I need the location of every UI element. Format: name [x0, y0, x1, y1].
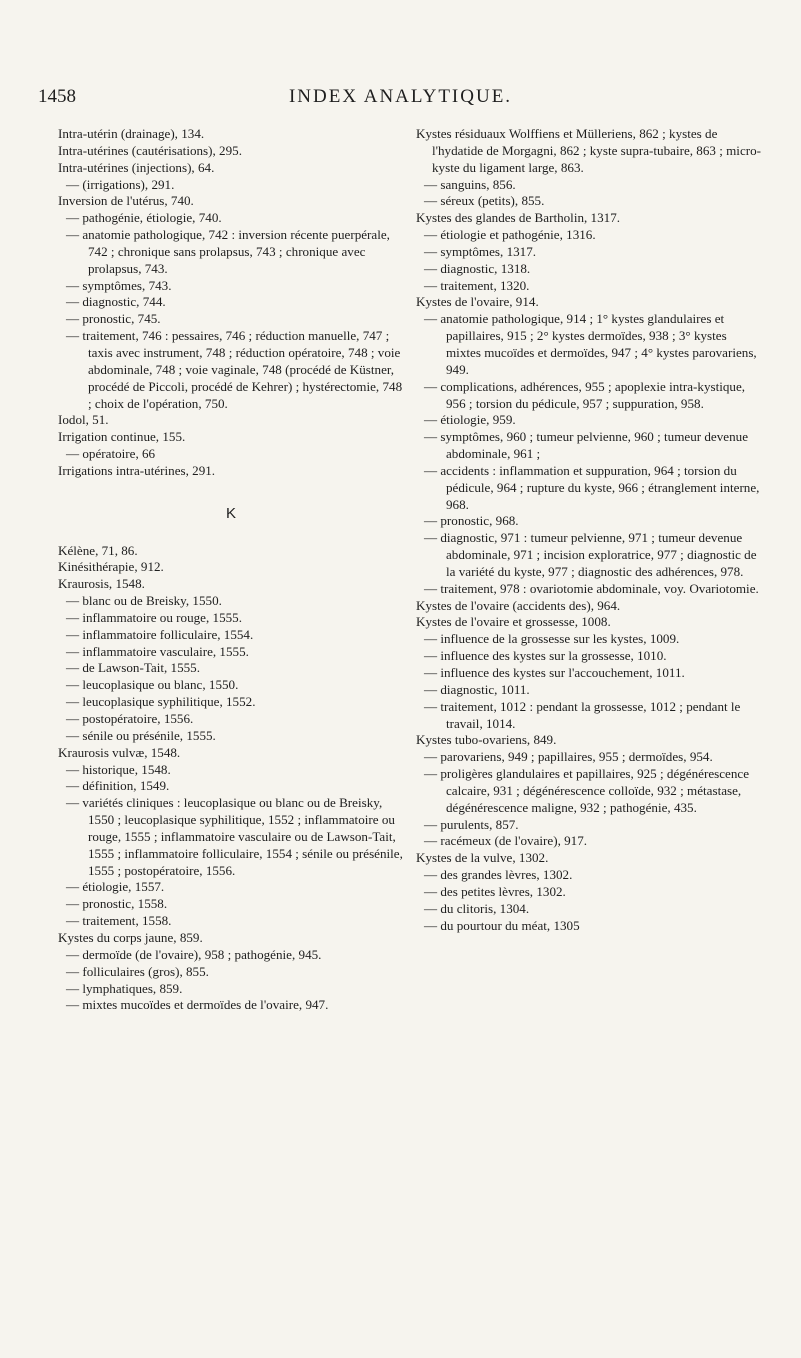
index-entry: Intra-utérin (drainage), 134. [58, 126, 205, 141]
index-subentry: — proligères glandulaires et papillaires, 925 ; dégénérescence calcaire, 931 ; dégénérescence colloïde, 932 ; métastase, dégénérescence maligne, 932 ; pathogénie, 435. [424, 766, 750, 815]
right-column [416, 126, 764, 935]
index-subentry: — influence de la grossesse sur les kystes, 1009. [424, 631, 680, 647]
index-subentry: — mixtes mucoïdes et dermoïdes de l'ovaire, 947. [66, 997, 329, 1013]
index-entry: Kystes du corps jaune, 859. [58, 929, 203, 945]
index-subentry: — inflammatoire ou rouge, 1555. [66, 609, 242, 625]
index-subentry: — séreux (petits), 855. [424, 193, 545, 209]
index-subentry: — anatomie pathologique, 914 ; 1° kystes glandulaires et papillaires, 915 ; 2° kystes dermoïdes, 938 ; 3° kystes mixtes mucoïdes et dermoïdes, 947 ; 4° kystes parovariens, 949. [424, 311, 757, 377]
index-subentry: — étiologie, 1557. [66, 879, 165, 895]
index-subentry: — traitement, 1012 : pendant la grossesse, 1012 ; pendant le travail, 1014. [424, 698, 741, 731]
index-entry: Intra-utérines (injections), 64. [58, 159, 215, 175]
index-entry: Kystes de l'ovaire, 914. [416, 294, 539, 310]
index-entry: Inversion de l'utérus, 740. [58, 193, 194, 209]
index-entry: Kinésithérapie, 912. [58, 559, 164, 575]
index-subentry: — postopératoire, 1556. [66, 711, 194, 726]
index-subentry: — symptômes, 1317. [424, 243, 537, 259]
index-subentry: — pathogénie, étiologie, 740. [66, 210, 222, 226]
index-subentry: — sénile ou présénile, 1555. [66, 727, 216, 743]
index-entry: Irrigation continue, 155. [58, 429, 186, 445]
index-subentry: — de Lawson-Tait, 1555. [66, 660, 200, 676]
index-subentry: — pronostic, 968. [424, 513, 519, 529]
index-subentry: — symptômes, 960 ; tumeur pelvienne, 960 ; tumeur devenue abdominale, 961 ; [424, 429, 749, 462]
index-entry: Iodol, 51. [58, 412, 109, 428]
index-subentry: — définition, 1549. [66, 778, 170, 794]
index-subentry: — symptômes, 743. [66, 277, 172, 293]
index-subentry: — influence des kystes sur la grossesse, 1010. [424, 648, 667, 664]
index-subentry: — des petites lèvres, 1302. [424, 883, 566, 899]
index-subentry: — folliculaires (gros), 855. [66, 963, 209, 979]
index-subentry: — opératoire, 66 [66, 446, 156, 462]
index-subentry: — du pourtour du méat, 1305 [424, 917, 580, 933]
index-subentry: — historique, 1548. [66, 761, 171, 777]
index-entry: Kélène, 71, 86. [58, 542, 138, 558]
index-subentry: — pronostic, 745. [66, 311, 161, 327]
index-subentry: — du clitoris, 1304. [424, 900, 530, 916]
index-subentry: — complications, adhérences, 955 ; apoplexie intra-kystique, 956 ; torsion du pédicule, 957 ; suppuration, 958. [424, 378, 746, 411]
index-entry: Kystes des glandes de Bartholin, 1317. [416, 210, 621, 226]
index-subentry: — diagnostic, 1011. [424, 681, 530, 697]
index-entry: Kystes de l'ovaire et grossesse, 1008. [416, 614, 611, 630]
index-subentry: — étiologie, 959. [424, 412, 516, 428]
page-number: 1458 [38, 86, 76, 107]
index-subentry: — blanc ou de Breisky, 1550. [66, 593, 222, 609]
index-entry: Kystes de la vulve, 1302. [416, 850, 549, 866]
index-subentry: — accidents : inflammation et suppuration, 964 ; torsion du pédicule, 964 ; rupture du kyste, 966 ; étranglement interne, 968. [424, 462, 760, 512]
index-subentry: — étiologie et pathogénie, 1316. [424, 227, 596, 243]
index-subentry: — diagnostic, 744. [66, 294, 166, 310]
page-title: INDEX ANALYTIQUE. [288, 86, 513, 107]
section-letter: K [225, 504, 236, 522]
index-entry: Kystes de l'ovaire (accidents des), 964. [416, 597, 621, 613]
index-subentry: — traitement, 746 : pessaires, 746 ; réduction manuelle, 747 ; taxis avec instrument, 748 ; réduction opératoire, 748 ; voie abdominale, 748 ; voie vaginale, 748 (procédé de Küstner, procédé de Piccoli, procédé de Kehrer) ; hystérectomie, 748 ; choix de l'opération, 750. [66, 328, 403, 411]
index-entry: Kraurosis, 1548. [58, 576, 145, 592]
index-subentry: — (irrigations), 291. [66, 176, 175, 192]
index-entry: Irrigations intra-utérines, 291. [58, 462, 216, 478]
index-subentry: — leucoplasique syphilitique, 1552. [66, 694, 256, 710]
index-subentry: — diagnostic, 1318. [424, 260, 531, 276]
index-subentry: — lymphatiques, 859. [66, 980, 183, 996]
index-subentry: — leucoplasique ou blanc, 1550. [66, 677, 239, 693]
index-subentry: — variétés cliniques : leucoplasique ou blanc ou de Breisky, 1550 ; leucoplasique syphilitique, 1552 ; inflammatoire ou rouge, 1555 ; inflammatoire vasculaire ou de Lawson-Tait, 1555 ; inflammatoire folliculaire, 1554 ; sénile ou présénile, 1555 ; postopératoire, 1556. [66, 795, 403, 878]
index-subentry: — diagnostic, 971 : tumeur pelvienne, 971 ; tumeur devenue abdominale, 971 ; incision exploratrice, 977 ; diagnostic de la variété du kyste, 977 ; diagnostic des adhérences, 978. [424, 530, 757, 579]
index-subentry: — traitement, 1320. [424, 277, 530, 293]
index-group-k [58, 543, 404, 1015]
index-subentry: — parovariens, 949 ; papillaires, 955 ; dermoïdes, 954. [424, 749, 713, 765]
index-group-kystes [416, 126, 764, 935]
index-subentry: — inflammatoire folliculaire, 1554. [66, 626, 254, 642]
index-group-i [58, 126, 404, 480]
index-entry: Intra-utérines (cautérisations), 295. [58, 142, 242, 158]
index-entry: Kraurosis vulvæ, 1548. [58, 744, 181, 760]
index-subentry: — anatomie pathologique, 742 : inversion récente puerpérale, 742 ; chronique sans prolapsus, 743 ; chronique avec prolapsus, 743. [66, 227, 390, 276]
index-subentry: — pronostic, 1558. [66, 896, 168, 912]
index-subentry: — traitement, 1558. [66, 913, 172, 929]
index-subentry: — sanguins, 856. [424, 176, 516, 192]
index-subentry: — dermoïde (de l'ovaire), 958 ; pathogénie, 945. [66, 946, 322, 962]
page-header [38, 86, 763, 110]
index-subentry: — purulents, 857. [424, 816, 519, 832]
index-subentry: — racémeux (de l'ovaire), 917. [424, 833, 588, 849]
index-subentry: — des grandes lèvres, 1302. [424, 867, 573, 883]
index-subentry: — inflammatoire vasculaire, 1555. [66, 643, 249, 659]
left-column [58, 126, 404, 1014]
index-entry: Kystes résiduaux Wolffiens et Mülleriens, 862 ; kystes de l'hydatide de Morgagni, 862 ; kyste supra-tubaire, 863 ; micro-kyste du ligament large, 863. [416, 126, 762, 175]
index-subentry: — influence des kystes sur l'accouchement, 1011. [424, 665, 685, 680]
index-subentry: — traitement, 978 : ovariotomie abdominale, voy. Ovariotomie. [424, 580, 759, 596]
index-entry: Kystes tubo-ovariens, 849. [416, 732, 557, 748]
